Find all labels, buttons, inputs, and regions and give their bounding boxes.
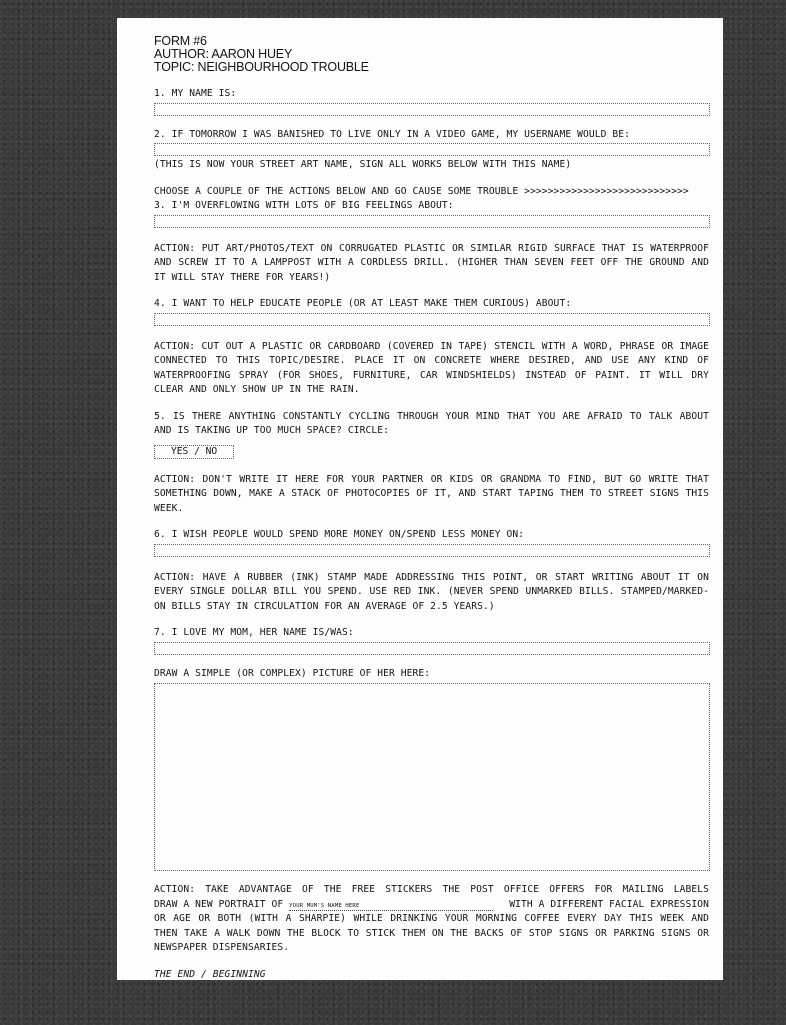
q3-action: ACTION: PUT ART/PHOTOS/TEXT ON CORRUGATED PLASTIC OR SIMILAR RIGID SURFACE THAT IS WATERPROOF AND SCREW IT TO A LAMPPOST WITH A CORDLESS DRILL. (HIGHER THAN SEVEN FEET OFF THE GROUND AND IT WILL STAY THERE FOR YEARS!) [154, 242, 709, 283]
final-action [154, 883, 709, 956]
q4-label: 4. I WANT TO HELP EDUCATE PEOPLE (OR AT LEAST MAKE THEM CURIOUS) ABOUT: [154, 298, 572, 309]
q7-label: 7. I LOVE MY MOM, HER NAME IS/WAS: [154, 627, 354, 638]
q1-label: 1. MY NAME IS: [154, 88, 237, 99]
q6-money-field[interactable] [154, 544, 710, 557]
actions-intro: CHOOSE A COUPLE OF THE ACTIONS BELOW AND GO CAUSE SOME TROUBLE >>>>>>>>>>>>>>>>>>>>>>>>>>>> [154, 185, 689, 197]
q2-label: 2. IF TOMORROW I WAS BANISHED TO LIVE ONLY IN A VIDEO GAME, MY USERNAME WOULD BE: [154, 128, 630, 140]
final-action-line2-post: WITH A DIFFERENT FACIAL EXPRESSION [509, 898, 709, 910]
final-action-line1: ACTION: TAKE ADVANTAGE OF THE FREE STICKERS THE POST OFFICE OFFERS FOR MAILING LABELS [154, 884, 709, 895]
form-page [117, 18, 723, 980]
q6-action: ACTION: HAVE A RUBBER (INK) STAMP MADE ADDRESSING THIS POINT, OR START WRITING ABOUT IT ON EVERY SINGLE DOLLAR BILL YOU SPEND. USE RED INK. (NEVER SPEND UNMARKED BILLS. STAMPED/MARKED-ON BILLS STAY IN CIRCULATION FOR AN AVERAGE OF 2.5 YEARS.) [154, 571, 709, 612]
mum-name-field[interactable]: YOUR MUM'S NAME HERE [289, 902, 493, 911]
q4-action: ACTION: CUT OUT A PLASTIC OR CARDBOARD (COVERED IN TAPE) STENCIL WITH A WORD, PHRASE OR IMAGE CONNECTED TO THIS TOPIC/DESIRE. PLACE IT ON CONCRETE WHERE DESIRED, AND USE ANY KIND OF WATERPROOFING SPRAY (FOR SHOES, FURNITURE, CAR WINDSHIELDS) INSTEAD OF PAINT. IT WILL DRY CLEAR AND ONLY SHOW UP IN THE RAIN. [154, 340, 709, 395]
q2-note: (THIS IS NOW YOUR STREET ART NAME, SIGN ALL WORKS BELOW WITH THIS NAME) [154, 159, 572, 170]
q6-label: 6. I WISH PEOPLE WOULD SPEND MORE MONEY ON/SPEND LESS MONEY ON: [154, 529, 525, 540]
q3-feelings-field[interactable] [154, 215, 710, 228]
closing-text: THE END / BEGINNING [154, 968, 266, 980]
q5-action: ACTION: DON'T WRITE IT HERE FOR YOUR PARTNER OR KIDS OR GRANDMA TO FIND, BUT GO WRITE THAT SOMETHING DOWN, MAKE A STACK OF PHOTOCOPIES OF IT, AND START TAPING THEM TO STREET SIGNS THIS WEEK. [154, 473, 709, 514]
form-topic: TOPIC: NEIGHBOURHOOD TROUBLE [154, 60, 369, 74]
q1-name-field[interactable] [154, 103, 710, 116]
final-action-rest: OR AGE OR BOTH (WITH A SHARPIE) WHILE DRINKING YOUR MORNING COFFEE EVERY DAY THIS WEEK AND THEN TAKE A WALK DOWN THE BLOCK TO STICK THEM ON THE BACKS OF STOP SIGNS OR PARKING SIGNS OR NEWSPAPER DISPENSARIES. [154, 913, 709, 953]
final-action-line2 [154, 898, 709, 913]
drawing-area[interactable] [154, 683, 710, 871]
form-header [154, 35, 709, 74]
q5-label: 5. IS THERE ANYTHING CONSTANTLY CYCLING THROUGH YOUR MIND THAT YOU ARE AFRAID TO TALK ABOUT AND IS TAKING UP TOO MUCH SPACE? CIRCLE: [154, 410, 709, 436]
q5-yes-no-option[interactable]: YES / NO [154, 445, 234, 459]
q7-mom-name-field[interactable] [154, 642, 710, 655]
q2-username-field[interactable] [154, 143, 710, 156]
q4-educate-field[interactable] [154, 313, 710, 326]
form-author: AUTHOR: AARON HUEY [154, 47, 293, 61]
q3-label: 3. I'M OVERFLOWING WITH LOTS OF BIG FEELINGS ABOUT: [154, 200, 454, 211]
form-number: FORM #6 [154, 34, 207, 48]
drawing-prompt: DRAW A SIMPLE (OR COMPLEX) PICTURE OF HER HERE: [154, 667, 431, 679]
final-action-line2-pre: DRAW A NEW PORTRAIT OF [154, 898, 284, 910]
